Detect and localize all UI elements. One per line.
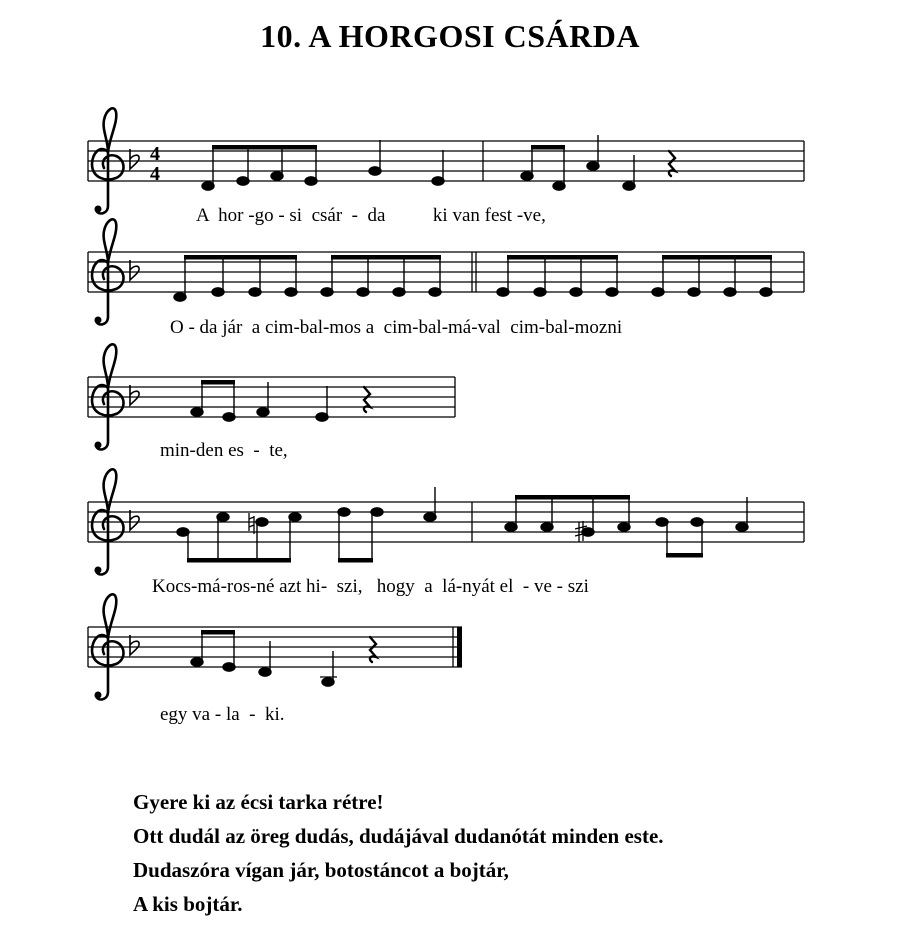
lyric-line: A hor -go - si csár - da ki van fest -ve, — [196, 205, 546, 226]
staff-system-4 — [88, 469, 804, 574]
flat-icon — [130, 635, 139, 655]
lyric-line: egy va - la - ki. — [160, 704, 285, 725]
notes — [177, 487, 748, 563]
flat-icon — [130, 510, 139, 530]
staff-system-5 — [88, 594, 462, 699]
notes — [191, 380, 328, 421]
lyric-line: O - da jár a cim-bal-mos a cim-bal-má-val cim-bal-mozni — [170, 317, 623, 338]
verse-line: Ott dudál az öreg dudás, dudájával dudanótát minden este. — [133, 824, 664, 848]
staff-system-1 — [88, 108, 804, 213]
verse-line: Dudaszóra vígan jár, botostáncot a bojtár, — [133, 858, 509, 882]
final-barline — [457, 627, 462, 667]
rest-icon — [370, 637, 376, 662]
notes — [202, 135, 635, 190]
natural-icon — [249, 513, 254, 534]
verse-line: A kis bojtár. — [133, 892, 243, 916]
lyric-line: Kocs-má-ros-né azt hi- szi, hogy a lá-nyát el - ve - szi — [152, 576, 589, 597]
flat-icon — [130, 149, 139, 169]
staff-system-3 — [88, 344, 455, 449]
verse-text — [133, 785, 664, 921]
rest-icon — [669, 151, 675, 176]
flat-icon — [130, 385, 139, 405]
flat-icon — [130, 260, 139, 280]
song-title: 10. A HORGOSI CSÁRDA — [260, 18, 640, 54]
time-signature-bottom: 4 — [150, 163, 160, 185]
lyric-line: min-den es - te, — [160, 440, 288, 461]
staff-system-2 — [88, 219, 804, 324]
time-signature-top: 4 — [150, 143, 160, 165]
notes — [191, 630, 337, 686]
rest-icon — [364, 387, 370, 412]
verse-line: Gyere ki az écsi tarka rétre! — [133, 790, 384, 814]
